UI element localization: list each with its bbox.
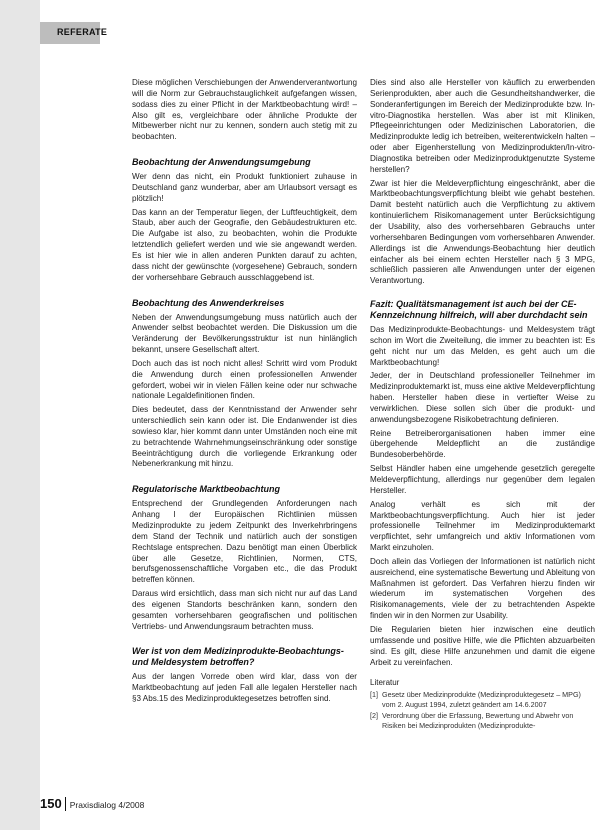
paragraph: Dies sind also alle Hersteller von käuflich zu erwerbenden Serienprodukten, aber auch die Gesundheitshandwerker, die Sonderanfertigungen im Bereich der Medizinprodukte bzw. In-vitro-Diagnostika herstellen. Was aber ist mit Kliniken, Pflegeeinrichtungen oder Medizinischen Laboratorien, die Medizinprodukte ledig ich betreiben, weiterentwickeln halten – oder aber Eigenherstellung von Medizinprodukten/In-vitro-Diagnostika betreiben oder Medizinproduktgenutzte Systeme herstellen? (370, 78, 595, 174)
section-label: REFERATE (57, 27, 108, 37)
references-list (370, 690, 595, 730)
paragraph: Die Regularien bieten hier inzwischen eine deutlich umfassende und positive Hilfe, wie die Pflichten abzuarbeiten sind. Es gilt, diese Hilfe anzunehmen und damit die eigene Arbeit zu vereinfachen. (370, 624, 595, 667)
paragraph: Doch allein das Vorliegen der Informationen ist natürlich nicht ausreichend, eine systematische Bewertung und Ableitung von Maßnahmen ist gefordert. Das Verfahren hierzu finden wir wiederum im systematischen Vorgehen des Risikomanagements, viele der zu betrachtenden Aspekte finden wir in den Normen zur Usability. (370, 556, 595, 621)
paragraph: Diese möglichen Verschiebungen der Anwenderverantwortung will die Norm zur Gebrauchstauglichkeit aufgefangen wissen, sodass dies zu einer Pflicht in der Marktbeobachtung wird! – Also gilt es, vergleichbare oder ähnliche Produkte der Mitbewerber nicht nur zu kennen, sondern auch stetig mit zu beobachten. (132, 78, 357, 142)
footer-separator (65, 797, 66, 811)
section-heading: Wer ist von dem Medizinprodukte-Beobachtungs- und Meldesystem betroffen? (132, 646, 344, 668)
section-heading: Beobachtung der Anwendungsumgebung (132, 157, 311, 168)
reference-text: Verordnung über die Erfassung, Bewertung und Abwehr von Risiken bei Medizinprodukten (Medizinprodukte- (382, 711, 574, 730)
reference-number: [2] (370, 711, 378, 721)
paragraph: Wer denn das nicht, ein Produkt funktioniert zuhause in Deutschland ganz wunderbar, aber am Urlaubsort versagt es plötzlich! (132, 172, 357, 203)
section-heading: Regulatorische Marktbeobachtung (132, 484, 281, 495)
page-number: 150 (40, 796, 62, 811)
paragraph: Das kann an der Temperatur liegen, der Luftfeuchtigkeit, dem Staub, aber auch der Geografie, den Gebäudestrukturen etc. Die Aufgabe ist also, zu beobachten, wohin die Produkte letztendlich geliefert werden und wie sie angewandt werden. Es ist hier wie in allen anderen Punkten darauf zu achten, dass nicht der gewünschte (vorgesehene) Gebrauch, sondern der vorhersehbare Gebrauch ausschlaggebend ist. (132, 207, 357, 282)
paragraph: Dies bedeutet, dass der Kenntnisstand der Anwender sehr unterschiedlich sein kann oder ist. Die Endanwender ist dies sowieso klar, hier kommt dann unter Umständen noch eine mit zu betrachtende Wahrnehmungseinschränkung oder sonstige Beeinträchtigung durch die vorliegende Erkrankung oder Nebenerkrankung mit hinzu. (132, 405, 357, 469)
right-column-body (370, 78, 595, 668)
paragraph: Das Medizinprodukte-Beobachtungs- und Meldesystem trägt schon im Wort die Zweiteilung, die immer zu beachten ist: Es geht nicht nur um das Melden, es geht auch um die Marktbeobachtung! (370, 325, 595, 367)
page-footer (40, 796, 144, 812)
left-text-column (132, 78, 357, 708)
references-section (370, 678, 595, 730)
reference-text: Gesetz über Medizinprodukte (Medizinproduktegesetz – MPG) vom 2. August 1994, zuletzt geändert am 14.6.2007 (382, 690, 581, 709)
paragraph: Aus der langen Vorrede oben wird klar, dass von der Marktbeobachtung auf jeden Fall alle legalen Hersteller nach §3 Abs.15 des Medizinproduktegesetzes betroffen sind. (132, 672, 357, 704)
paragraph: Doch auch das ist noch nicht alles! Schritt wird vom Produkt die Anwendung durch einen professionellen Anwender gefordert, wobei wir in vielen Fällen keine oder nur schwache nationale Legaldefinitionen finden. (132, 358, 357, 401)
paragraph: Daraus wird ersichtlich, dass man sich nicht nur auf das Land des eigenen Standorts beschränken kann, sondern den gesamten vorhersehbaren geografischen und politischen Vertriebs- und Anwendungsraum betrachten muss. (132, 589, 357, 631)
reference-number: [1] (370, 690, 378, 700)
references-title: Literatur (370, 678, 400, 688)
paragraph: Zwar ist hier die Meldeverpflichtung eingeschränkt, aber die Marktbeobachtungsverpflichtung bleibt wie gehabt bestehen. Damit besteht natürlich auch die Verpflichtung zu aktivem kontinuierlichem Risikomanagement unter Berücksichtigung der Usability, also des vorhersehbaren Gebrauchs unter vorhersehbaren Bedingungen vom vorhersehbaren Anwender. Allerdings ist die Anwendungs-Beobachtung hier deutlich einfacher als bei einem echten Hersteller nach § 3 MPG, schließlich passieren alle Anwendungen unter der eigenen Verantwortung. (370, 178, 595, 286)
paragraph: Selbst Händler haben eine umgehende gesetzlich geregelte Meldeverpflichtung, allerdings nur gegenüber dem legalen Hersteller. (370, 464, 595, 495)
right-text-column (370, 78, 595, 732)
section-heading: Beobachtung des Anwenderkreises (132, 297, 285, 308)
paragraph: Entsprechend der Grundlegenden Anforderungen nach Anhang I der Europäischen Richtlinien müssen Medizinprodukte zu jedem Zeitpunkt des Inverkehrbringens dem Stand der Technik und natürlich auch der sonstigen Rechtslage entsprechen. Dazu benötigt man einen Überblick über alle Gesetze, Richtlinien, Normen, CTS, berufsgenossenschaftliche Vorgaben etc., die das Produkt betreffen können. (132, 499, 357, 585)
reference-item (370, 711, 595, 730)
left-margin-bar (0, 0, 40, 830)
paragraph: Jeder, der in Deutschland professioneller Teilnehmer im Medizinproduktemarkt ist, muss eine aktive Meldeverpflichtung haben. Hersteller haben diese in vertiefter Weise zu verwirklichen. Diese sollen sich über die produkt- und anwendungsbezogene Risikobetrachtung definieren. (370, 371, 595, 424)
reference-item (370, 690, 595, 709)
paragraph: Reine Betreiberorganisationen haben immer eine übergehende Meldepflicht an die zuständige Bundesoberbehörde. (370, 428, 595, 460)
journal-name: Praxisdialog 4/2008 (69, 800, 145, 810)
paragraph: Neben der Anwendungsumgebung muss natürlich auch der Anwender selbst beobachtet werden. Die Diskussion um die Veränderung der Bevölkerungsstruktur ist nun hinlänglich bekannt, unsere Gesellschaft altert. (132, 312, 357, 355)
section-heading: Fazit: Qualitätsmanagement ist auch bei der CE-Kennzeichnung hilfreich, will aber durchdacht sein (370, 299, 588, 321)
paragraph: Analog verhält es sich mit der Marktbeobachtungsverpflichtung. Auch hier ist jeder professionelle Teilnehmer im Medizinproduktemarkt verpflichtet, sehr umfangreich und aktiv Informationen vom Markt einzuholen. (370, 499, 595, 553)
